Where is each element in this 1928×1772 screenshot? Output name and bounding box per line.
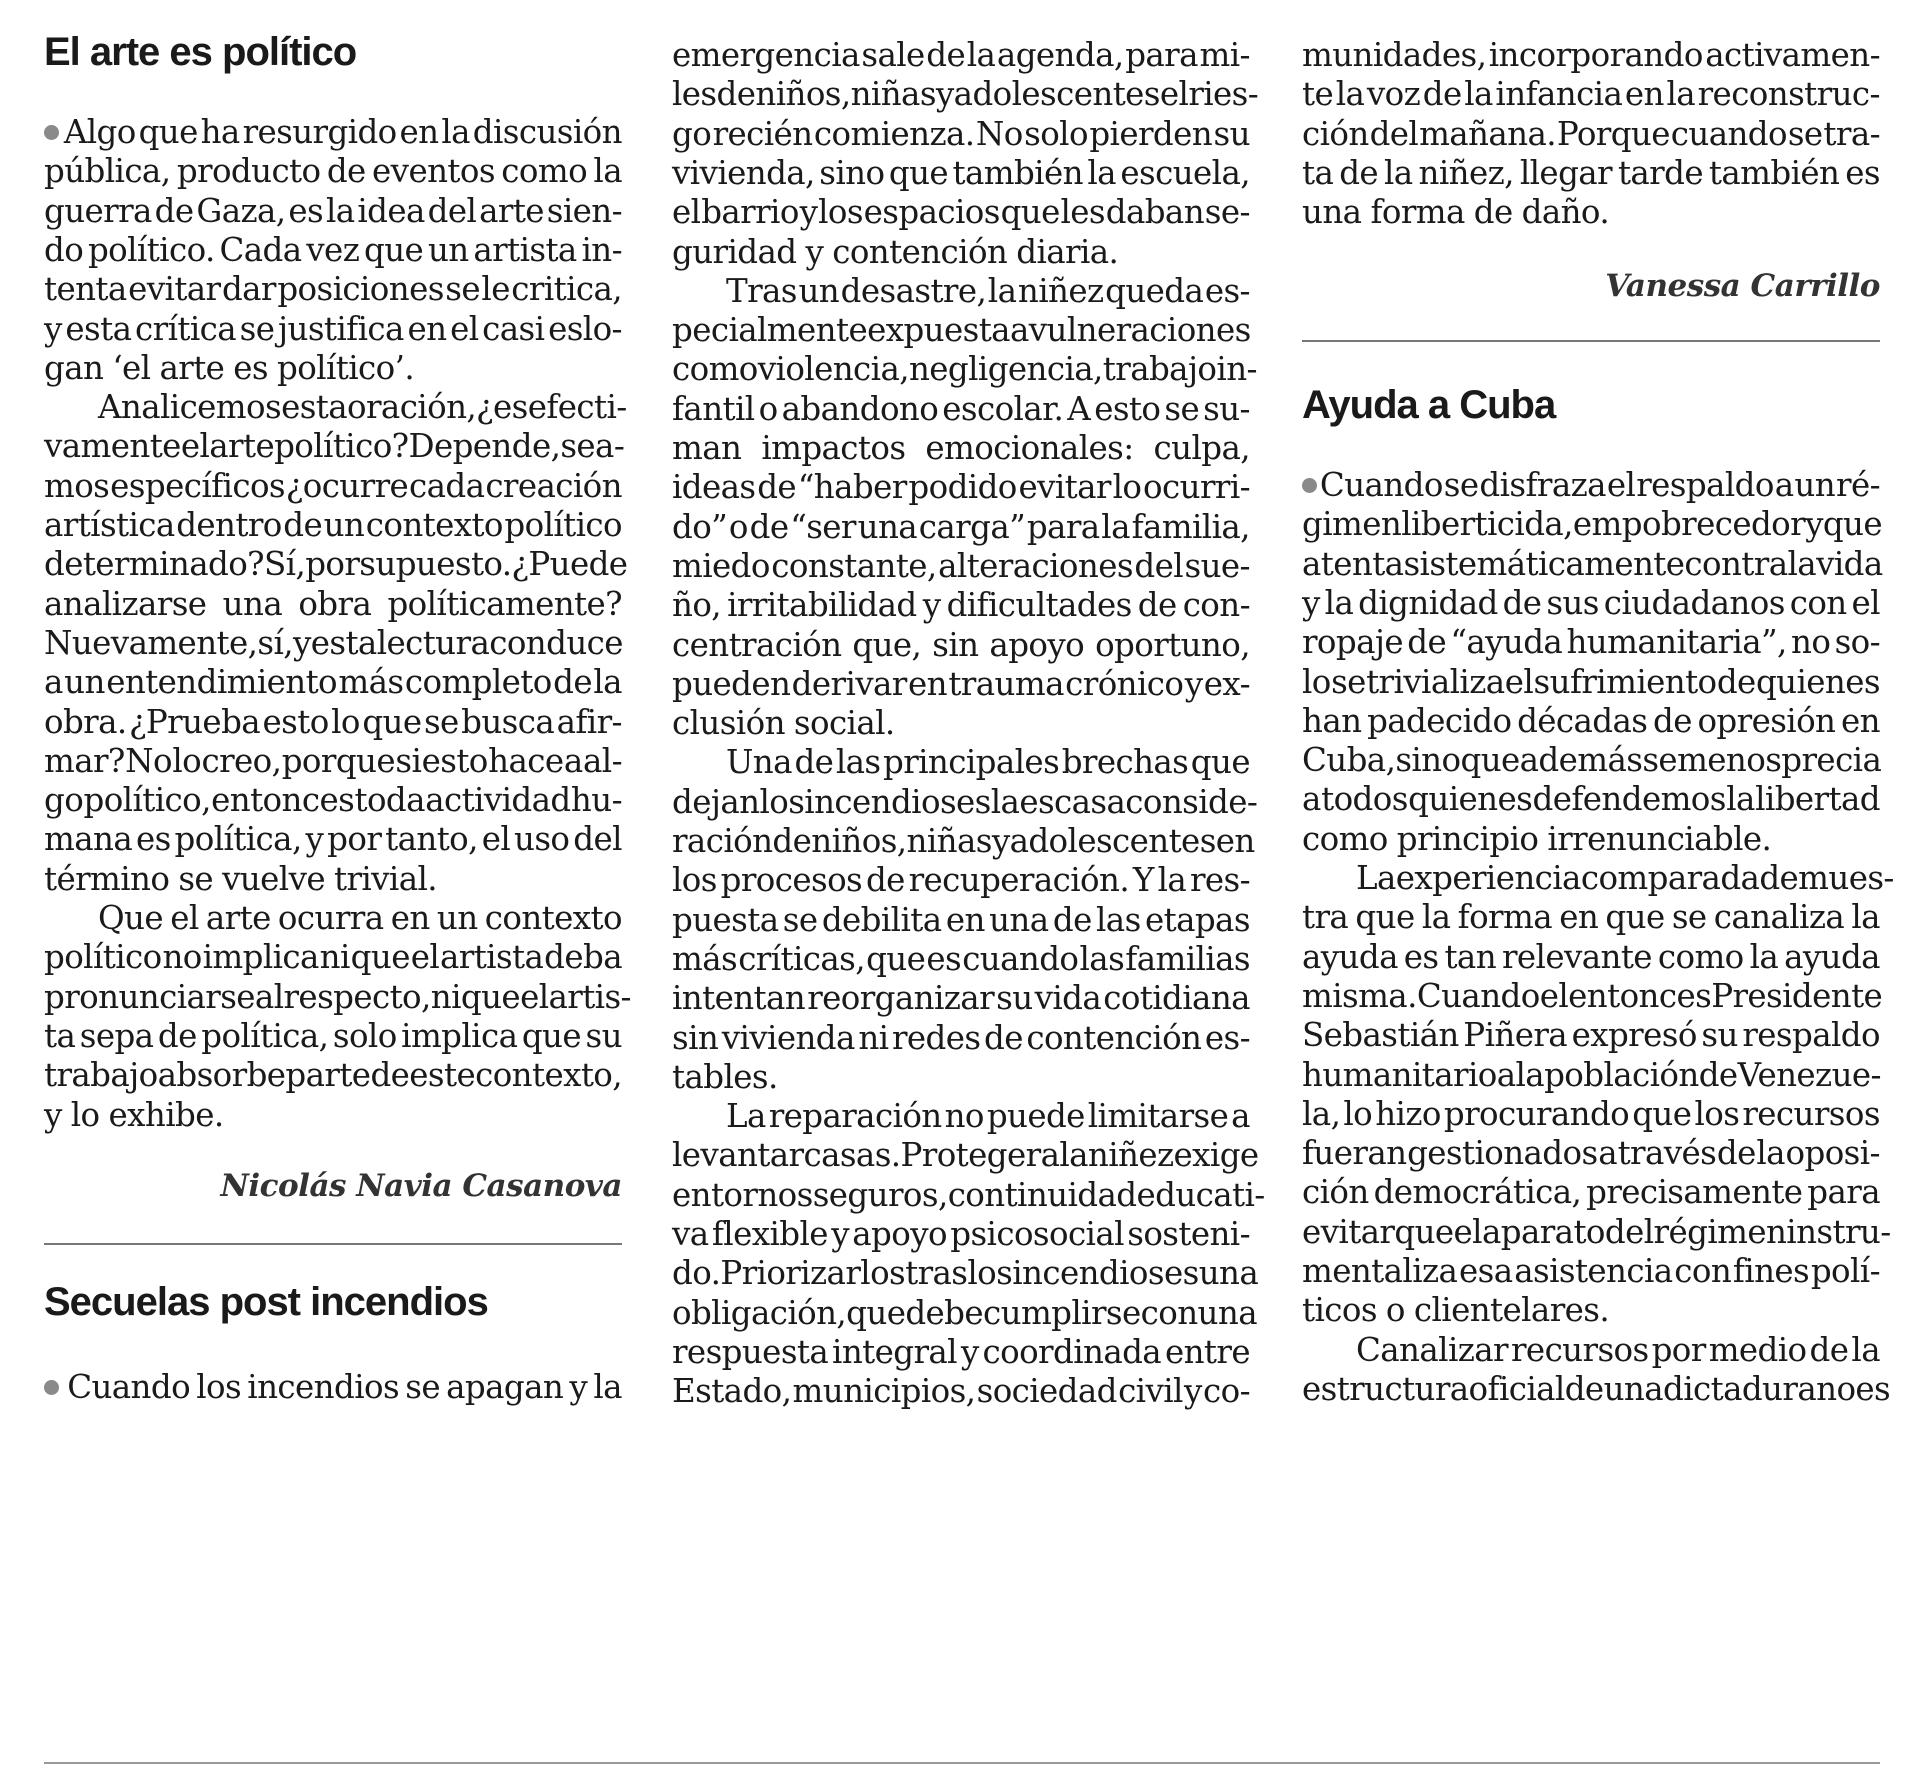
text-line: La experiencia comparada demues- — [1356, 859, 1894, 897]
text-line: ración de niños, niñas y adolescentes en — [672, 822, 1255, 860]
column-3 — [1302, 0, 1894, 1772]
text-line: el barrio y los espacios que les daban se- — [672, 193, 1250, 232]
text-line: respuesta integral y coordinada entre — [672, 1332, 1250, 1371]
text-line: mana es política, y por tanto, el uso del — [44, 820, 622, 859]
text-line: les de niños, niñas y adolescentes el ries- — [672, 75, 1259, 114]
text-line: trabajo absorbe parte de este contexto, — [44, 1056, 622, 1095]
text-line: a un entendimiento más completo de la — [44, 663, 622, 702]
text-line: Tras un desastre, la niñez queda es- — [726, 271, 1250, 310]
text-line: mar? No lo creo, porque si esto hace a al- — [44, 741, 622, 780]
text-line: una forma de daño. — [1302, 193, 1610, 232]
text-line: como principio irrenunciable. — [1302, 819, 1772, 858]
text-line: dejan los incendios es la escasa conside- — [672, 782, 1258, 821]
text-line: y lo exhibe. — [44, 1095, 224, 1134]
column-2 — [672, 0, 1265, 1772]
text-line: La reparación no puede limitarse a — [726, 1097, 1250, 1136]
text-line: Una de las principales brechas que — [726, 743, 1250, 782]
text-line: go político, entonces toda actividad hu- — [44, 781, 622, 820]
text-line: Cuando los incendios se apagan y la — [44, 1363, 622, 1411]
article-signature-secuelas: Vanessa Carrillo — [1605, 268, 1880, 304]
text-line: ción del mañana. Porque cuando se tra- — [1302, 114, 1880, 153]
text-line: Estado, municipios, sociedad civil y co- — [672, 1372, 1250, 1411]
bullet-icon — [1302, 478, 1317, 493]
text-line: ideas de “haber podido evitar lo ocurri- — [672, 468, 1250, 507]
text-line: la, lo hizo procurando que los recursos — [1302, 1094, 1880, 1133]
text-line: pecialmente expuesta a vulneraciones — [672, 311, 1251, 350]
text-line: guridad y contención diaria. — [672, 232, 1119, 271]
text-line: mos específicos ¿ocurre cada creación — [44, 466, 622, 505]
text-line: gimen liberticida, empobrecedor y que — [1302, 505, 1882, 544]
text-line: ta de la niñez, llegar tarde también es — [1302, 153, 1880, 192]
text-line: go recién comienza. No solo pierden su — [672, 114, 1250, 153]
text-line: político no implica ni que el artista deba — [44, 938, 622, 977]
text-line: gan ‘el arte es político’. — [44, 348, 415, 387]
text-line: como violencia, negligencia, trabajo in- — [672, 350, 1257, 389]
text-line: va flexible y apoyo psicosocial sosteni- — [672, 1215, 1250, 1253]
text-line: artística dentro de un contexto político — [44, 506, 622, 544]
text-line: atenta sistemáticamente contra la vida — [1302, 544, 1883, 583]
text-line: centración que, sin apoyo oportuno, — [672, 625, 1250, 664]
text-line: más críticas, que es cuando las familias — [672, 939, 1250, 978]
text-line: intentan reorganizar su vida cotidiana — [672, 979, 1250, 1018]
text-line: término se vuelve trivial. — [44, 859, 438, 898]
text-line: miedo constante, alteraciones del sue- — [672, 546, 1250, 585]
text-line: han padecido décadas de opresión en — [1302, 701, 1880, 740]
text-line: ción democrática, precisamente para — [1302, 1173, 1880, 1212]
text-line: a todos quienes defendemos la libertad — [1302, 780, 1880, 819]
section-divider — [1302, 340, 1880, 342]
text-line: y esta crítica se justifica en el casi eslo- — [44, 309, 622, 348]
article-title-arte: El arte es político — [44, 30, 357, 74]
text-line: tra que la forma en que se canaliza la — [1302, 898, 1880, 937]
text-line: Cuando se disfraza el respaldo a un ré- — [1302, 461, 1880, 509]
text-line: mentaliza esa asistencia con fines polí- — [1302, 1252, 1880, 1290]
text-line: do político. Cada vez que un artista in- — [44, 230, 622, 269]
text-line: emergencia sale de la agenda, para mi- — [672, 36, 1250, 74]
article-title-secuelas: Secuelas post incendios — [44, 1280, 488, 1324]
text-line: determinado? Sí, por supuesto. ¿Puede — [44, 545, 628, 584]
text-line: ta sepa de política, solo implica que su — [44, 1016, 622, 1055]
text-line: vamente el arte político? Depende, sea- — [44, 427, 625, 466]
text-line: levantar casas. Proteger a la niñez exige — [672, 1136, 1259, 1175]
text-line: pueden derivar en trauma crónico y ex- — [672, 664, 1250, 703]
text-line: lo se trivializa el sufrimiento de quienes — [1302, 662, 1880, 701]
text-line: Canalizar recursos por medio de la — [1356, 1330, 1880, 1369]
text-line: do. Priorizarlos tras los incendios es una — [672, 1254, 1259, 1293]
text-line: fueran gestionados a través de la oposi- — [1302, 1134, 1880, 1173]
text-line: Sebastián Piñera expresó su respaldo — [1302, 1016, 1880, 1055]
article-signature-arte: Nicolás Navia Casanova — [220, 1168, 622, 1204]
text-line: tenta evitar dar posiciones se le critica, — [44, 270, 622, 309]
text-line: puesta se debilita en una de las etapas — [672, 900, 1250, 939]
text-line: pronunciarse al respecto, ni que el artis- — [44, 977, 631, 1016]
text-line: los procesos de recuperación. Y la res- — [672, 861, 1250, 900]
text-line: sin vivienda ni redes de contención es- — [672, 1018, 1250, 1057]
text-line: munidades, incorporando activamen- — [1302, 36, 1880, 74]
text-line: te la voz de la infancia en la reconstruc- — [1302, 75, 1880, 114]
text-line: entornos seguros, continuidad educati- — [672, 1175, 1265, 1214]
text-line: Nuevamente, sí, y esta lectura conduce — [44, 623, 623, 662]
text-line: tables. — [672, 1057, 778, 1096]
text-line: Cuba, sino que además se menosprecia — [1302, 741, 1882, 780]
text-line: Algo que ha resurgido en la discusión — [44, 108, 622, 156]
text-line: analizarse una obra políticamente? — [44, 584, 622, 623]
text-line: vivienda, sino que también la escuela, — [672, 153, 1250, 192]
text-line: fantil o abandono escolar. A esto se su- — [672, 389, 1250, 428]
column-1 — [44, 0, 631, 1772]
text-line: guerra de Gaza, es la idea del arte sien- — [44, 191, 622, 230]
article-title-cuba: Ayuda a Cuba — [1302, 383, 1556, 427]
text-line: Analicemos esta oración, ¿es efecti- — [98, 388, 627, 427]
text-line: ticos o clientelares. — [1302, 1291, 1610, 1330]
bullet-icon — [44, 1380, 59, 1395]
text-line: ño, irritabilidad y dificultades de con- — [672, 586, 1250, 625]
text-line: obra. ¿Prueba esto lo que se busca afir- — [44, 702, 622, 741]
text-line: clusión social. — [672, 704, 895, 743]
section-divider — [44, 1243, 622, 1245]
text-line: ropaje de “ayuda humanitaria”, no so- — [1302, 623, 1880, 662]
bullet-icon — [44, 125, 59, 140]
text-line: misma. Cuando el entonces Presidente — [1302, 976, 1883, 1015]
text-line: humanitario a la población de Venezue- — [1302, 1055, 1881, 1094]
text-line: estructura oficial de una dictadura no es — [1302, 1369, 1891, 1408]
text-line: y la dignidad de sus ciudadanos con el — [1302, 583, 1880, 622]
text-line: man impactos emocionales: culpa, — [672, 429, 1250, 467]
text-line: ayuda es tan relevante como la ayuda — [1302, 937, 1880, 976]
text-line: obligación, que debe cumplirse con una — [672, 1293, 1257, 1332]
text-line: Que el arte ocurra en un contexto — [98, 899, 622, 937]
page-bottom-rule — [44, 1762, 1880, 1764]
text-line: pública, producto de eventos como la — [44, 152, 622, 191]
text-line: evitar que el aparato del régimen instru- — [1302, 1212, 1891, 1251]
text-line: do” o de “ser una carga” para la familia, — [672, 507, 1250, 546]
